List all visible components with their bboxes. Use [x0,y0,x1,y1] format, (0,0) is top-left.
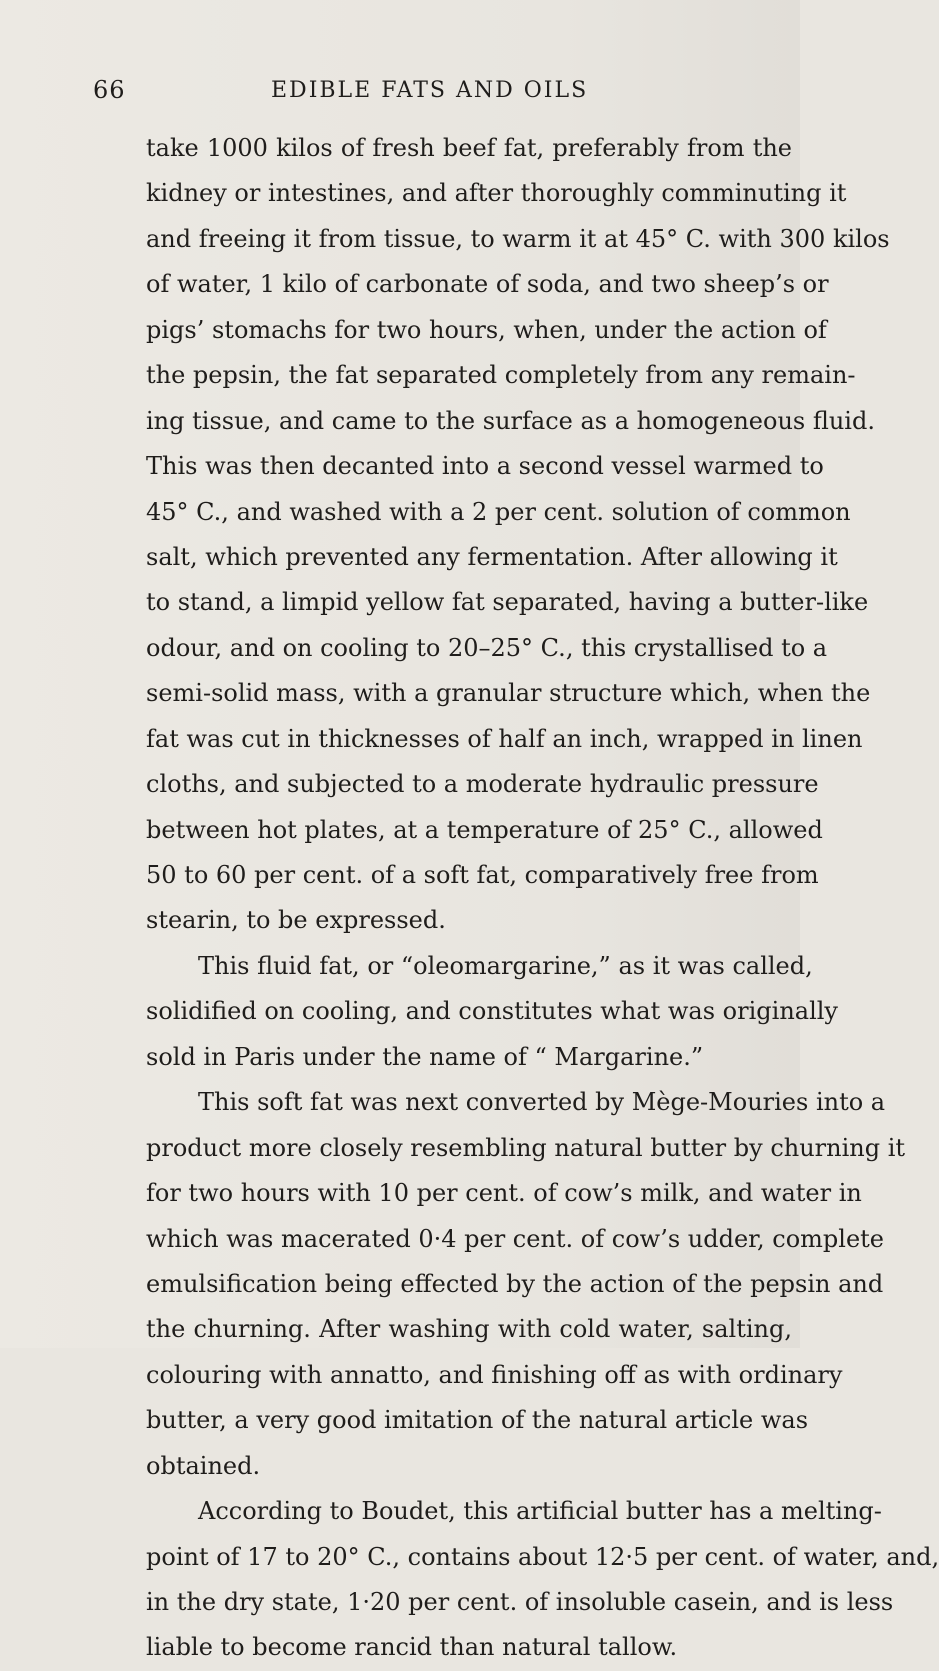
running-head: EDIBLE FATS AND OILS [271,78,589,103]
text-line: This fluid fat, or “oleomargarine,” as it was called, [198,951,813,980]
page-header [93,76,589,110]
paragraph [146,126,890,944]
text-line: between hot plates, at a temperature of 25° C., allowed [146,815,823,844]
text-line: sold in Paris under the name of “ Margarine.” [146,1042,704,1071]
text-line: the pepsin, the fat separated completely from any remain- [146,361,856,390]
text-line: pigs’ stomachs for two hours, when, under the action of [146,315,827,344]
paragraph [146,1080,906,1489]
text-line: cloths, and subjected to a moderate hydraulic pressure [146,770,819,799]
text-line: stearin, to be expressed. [146,906,446,935]
text-line: colouring with annatto, and finishing off as with ordinary [146,1360,843,1389]
text-line: point of 17 to 20° C., contains about 12·5 per cent. of water, and, [146,1542,939,1571]
text-line: emulsification being effected by the action of the pepsin and [146,1269,884,1298]
page-number: 66 [93,76,126,104]
text-line: solidified on cooling, and constitutes what was originally [146,997,838,1026]
text-line: ing tissue, and came to the surface as a homogeneous fluid. [146,406,875,435]
text-line: This was then decanted into a second vessel warmed to [146,452,824,481]
text-line: and freeing it from tissue, to warm it at 45° C. with 300 kilos [146,224,890,253]
text-line: which was macerated 0·4 per cent. of cow’s udder, complete [146,1224,884,1253]
text-line: product more closely resembling natural butter by churning it [146,1133,906,1162]
text-line: for two hours with 10 per cent. of cow’s milk, and water in [146,1179,862,1208]
text-line: 45° C., and washed with a 2 per cent. solution of common [146,497,851,526]
text-line: in the dry state, 1·20 per cent. of insoluble casein, and is less [146,1588,894,1616]
text-line: kidney or intestines, and after thoroughly comminuting it [146,179,847,208]
text-line: According to Boudet, this artificial butter has a melting- [198,1497,882,1526]
text-line: odour, and on cooling to 20–25° C., this crystallised to a [146,633,828,662]
text-line: This soft fat was next converted by Mège-Mouries into a [198,1088,886,1117]
text-line: butter, a very good imitation of the natural article was [146,1406,809,1435]
body-text [146,126,939,1671]
text-line: liable to become rancid than natural tallow. [146,1633,678,1662]
paragraph [146,1489,939,1671]
text-line: of water, 1 kilo of carbonate of soda, and two sheep’s or [146,270,829,299]
text-line: to stand, a limpid yellow fat separated, having a butter-like [146,588,869,617]
text-line: 50 to 60 per cent. of a soft fat, comparatively free from [146,861,819,889]
text-line: salt, which prevented any fermentation. After allowing it [146,542,838,571]
text-line: semi-solid mass, with a granular structure which, when the [146,679,871,708]
text-line: the churning. After washing with cold water, salting, [146,1315,792,1344]
text-line: obtained. [146,1451,261,1480]
text-line: fat was cut in thicknesses of half an inch, wrapped in linen [146,724,863,753]
text-line: take 1000 kilos of fresh beef fat, preferably from the [146,134,792,162]
paragraph [146,944,838,1080]
